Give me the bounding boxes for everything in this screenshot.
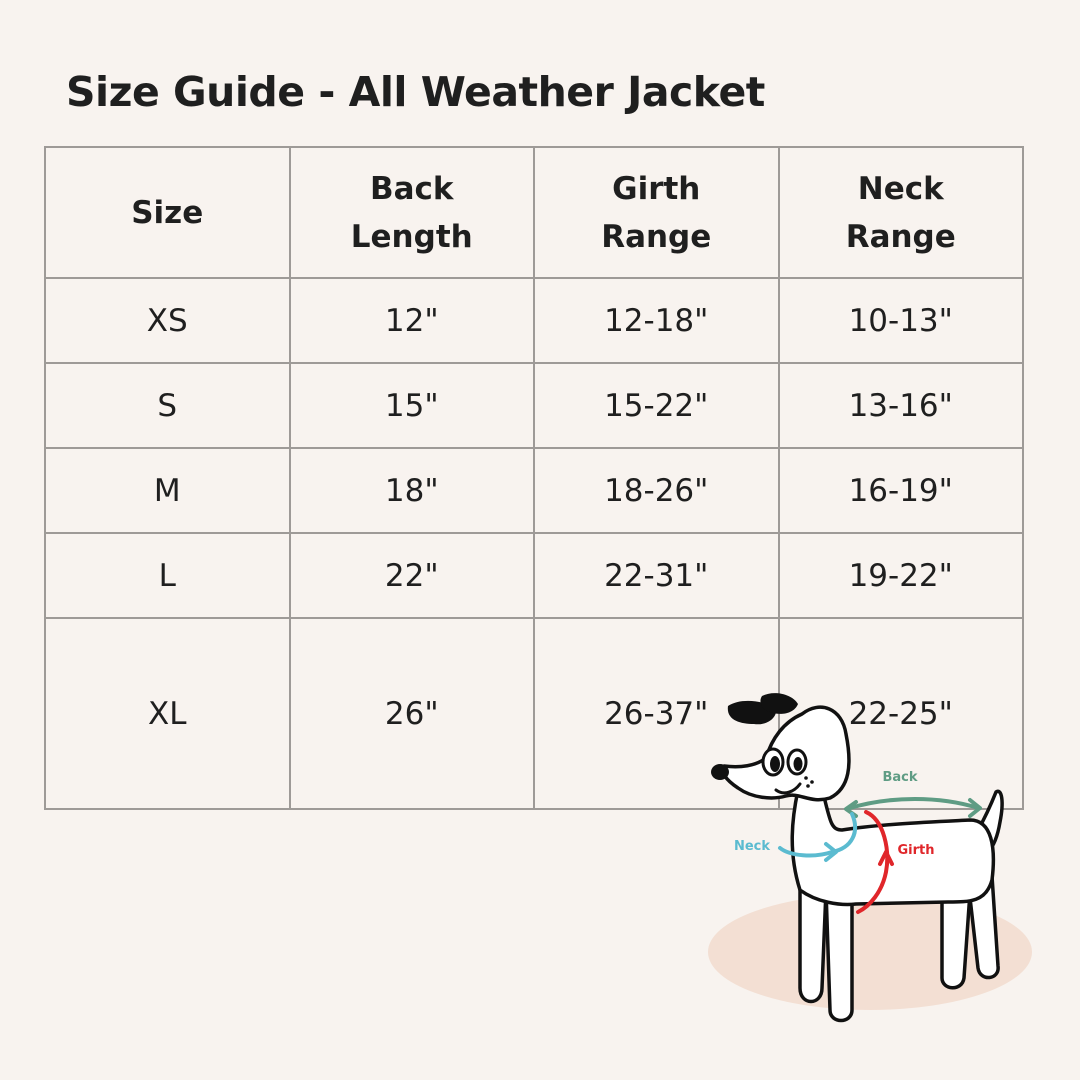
table-header-row [45,147,1023,278]
back-arrow-icon [850,799,978,808]
cell-neck-range: 10-13" [779,278,1024,363]
cell-back-length: 26" [290,618,535,809]
girth-label: Girth [897,843,935,858]
cell-size: XL [45,618,290,809]
cell-neck-range: 19-22" [779,533,1024,618]
cell-girth-range: 26-37" [534,618,779,809]
table-row [45,363,1023,448]
cell-size: L [45,533,290,618]
cell-back-length: 12" [290,278,535,363]
table-row [45,448,1023,533]
cell-girth-range: 22-31" [534,533,779,618]
cell-size: S [45,363,290,448]
cell-girth-range: 18-26" [534,448,779,533]
cell-size: XS [45,278,290,363]
table-row [45,278,1023,363]
cell-back-length: 15" [290,363,535,448]
cell-neck-range: 13-16" [779,363,1024,448]
cell-neck-range: 16-19" [779,448,1024,533]
cell-girth-range: 12-18" [534,278,779,363]
table-row [45,533,1023,618]
back-label: Back [882,770,918,785]
cell-back-length: 22" [290,533,535,618]
header-size: Size [45,147,290,278]
cell-neck-range: 22-25" [779,618,1024,809]
cell-size: M [45,448,290,533]
page-title: Size Guide - All Weather Jacket [66,68,765,116]
cell-back-length: 18" [290,448,535,533]
header-girth-range: Girth Range [534,147,779,278]
header-neck-range: Neck Range [779,147,1024,278]
nose-icon [711,764,729,780]
header-back-length: Back Length [290,147,535,278]
dog-measurement-illustration [680,680,1060,1040]
cell-girth-range: 15-22" [534,363,779,448]
neck-label: Neck [733,839,771,854]
